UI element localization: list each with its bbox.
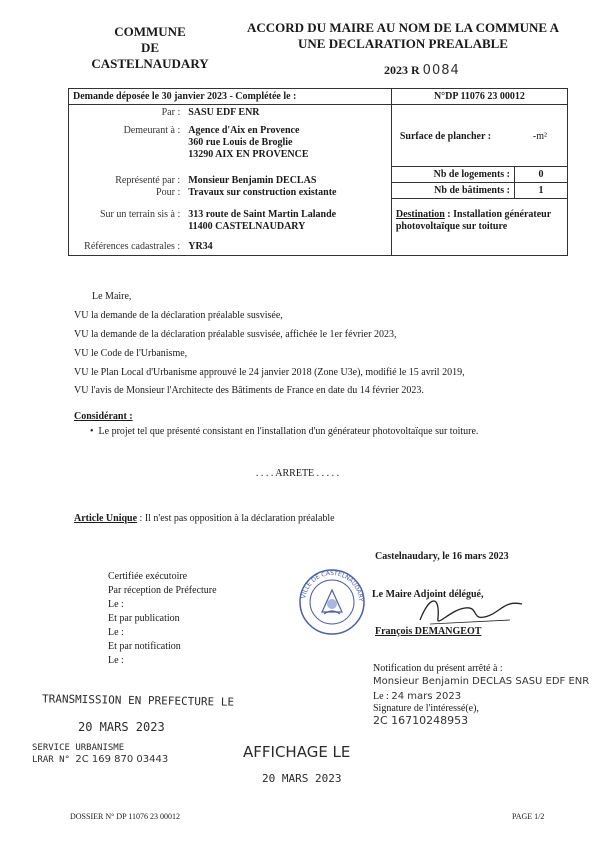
arrete-reference [384, 63, 460, 78]
pour-value: Travaux sur construction existante [188, 187, 337, 198]
notification-signature-number: 2C 16710248953 [373, 714, 469, 727]
cadastre-value: YR34 [188, 241, 213, 252]
certif-line-4: Et par publication [108, 613, 180, 624]
represente-label: Représenté par : [115, 175, 181, 186]
seal-text: VILLE DE CASTELNAUDARY [300, 569, 365, 602]
handwritten-signature-icon [410, 590, 530, 630]
surface-label: Surface de plancher : [399, 131, 492, 142]
vu-line-2: VU la demande de la déclaration préalable susvisée, affichée le 1er février 2023, [74, 329, 397, 340]
certif-line-5: Le : [108, 627, 124, 638]
certif-line-6: Et par notification [108, 641, 181, 652]
article-label: Article Unique [74, 513, 138, 524]
notification-line-3: Signature de l'intéressé(e), [373, 703, 479, 714]
logements-row [392, 166, 567, 183]
certif-line-1: Certifiée exécutoire [108, 571, 188, 582]
notification-date: 24 mars 2023 [391, 691, 462, 702]
notification-recipient: Monsieur Benjamin DECLAS SASU EDF ENR [373, 676, 590, 687]
affichage-stamp-date: 20 MARS 2023 [262, 772, 342, 785]
application-details-table [68, 88, 568, 256]
notification-line-1: Notification du présent arrêté à : [373, 663, 503, 674]
reference-printed: 2023 R [384, 63, 420, 77]
destination-block [392, 199, 567, 233]
notification-le-label: Le : [373, 691, 389, 702]
affichage-stamp-title: AFFICHAGE LE [243, 743, 351, 761]
pour-label: Pour : [156, 187, 181, 198]
considerant-heading: Considérant : [74, 411, 133, 422]
title-line-1: ACCORD DU MAIRE AU NOM DE LA COMMUNE A [247, 20, 559, 35]
commune-line-1: COMMUNE [114, 24, 186, 39]
transmission-stamp-date: 20 MARS 2023 [78, 720, 165, 734]
considerant-text: Le projet tel que présenté consistant en l'installation d'un générateur photovoltaïque sur toiture. [98, 426, 479, 437]
footer-dossier: DOSSIER N° DP 11076 23 00012 [70, 812, 180, 821]
commune-header [60, 24, 240, 72]
commune-line-2: DE [140, 40, 160, 55]
considerant-item [90, 425, 478, 438]
lrar-number: 2C 169 870 03443 [75, 754, 169, 765]
demeurant-line-1: Agence d'Aix en Provence [188, 125, 300, 136]
article-unique [74, 512, 335, 525]
demeurant-line-2: 360 rue Louis de Broglie [188, 137, 293, 148]
batiments-value: 1 [514, 183, 567, 198]
demeurant-label: Demeurant à : [123, 125, 181, 136]
svg-text:VILLE DE CASTELNAUDARY [300, 570, 364, 602]
terrain-label: Sur un terrain sis à : [99, 209, 181, 220]
vu-line-4: VU le Plan Local d'Urbanisme approuvé le 24 janvier 2018 (Zone U3e), modifié le 15 avril 2019, [74, 367, 465, 378]
lrar-label: LRAR N° [32, 755, 70, 765]
labels-column [69, 105, 185, 256]
dossier-number: N°DP 11076 23 00012 [433, 91, 525, 102]
arrete-heading: . . . . ARRETE . . . . . [255, 468, 340, 479]
certif-line-7: Le : [108, 655, 124, 666]
values-column [184, 105, 391, 256]
cadastre-label: Références cadastrales : [84, 241, 181, 252]
footer-page: PAGE 1/2 [512, 812, 545, 821]
certif-line-2: Par réception de Préfecture [108, 585, 217, 596]
logements-value: 0 [514, 167, 567, 182]
certification-block [108, 570, 217, 668]
demande-date: Demande déposée le 30 janvier 2023 - Complétée le : [73, 91, 297, 102]
document-title [238, 20, 568, 52]
batiments-row [392, 183, 567, 199]
le-maire: Le Maire, [92, 291, 132, 302]
reference-handwritten: 0084 [422, 63, 460, 78]
logements-label: Nb de logements : [433, 169, 510, 180]
transmission-stamp-title: TRANSMISSION EN PREFECTURE LE [41, 692, 235, 709]
bullet-icon: • [90, 426, 99, 437]
terrain-line-1: 313 route de Saint Martin Lalande [188, 209, 337, 220]
numero-cell [391, 89, 567, 105]
par-value: SASU EDF ENR [188, 107, 260, 118]
town-seal-icon [298, 568, 366, 636]
right-info-column [391, 105, 567, 256]
lrar-line [32, 754, 168, 765]
batiments-label: Nb de bâtiments : [434, 185, 510, 196]
service-urbanisme: SERVICE URBANISME [32, 743, 125, 753]
title-line-2: UNE DECLARATION PREALABLE [298, 36, 508, 51]
signatory-name: François DEMANGEOT [375, 626, 482, 637]
surface-row [392, 131, 567, 142]
destination-label: Destination [395, 209, 445, 220]
demeurant-line-3: 13290 AIX EN PROVENCE [188, 149, 309, 160]
represente-value: Monsieur Benjamin DECLAS [188, 175, 317, 186]
terrain-line-2: 11400 CASTELNAUDARY [188, 221, 306, 232]
surface-value: -m² [532, 131, 547, 142]
par-label: Par : [161, 107, 181, 118]
certif-line-3: Le : [108, 599, 124, 610]
date-place: Castelnaudary, le 16 mars 2023 [375, 551, 509, 562]
vu-line-5: VU l'avis de Monsieur l'Architecte des Bâtiments de France en date du 14 février 2023. [74, 385, 424, 396]
demande-cell [69, 89, 392, 105]
article-text: : Il n'est pas opposition à la déclaration préalable [137, 513, 335, 524]
signatory-title: Le Maire Adjoint délégué, [372, 589, 484, 600]
vu-line-1: VU la demande de la déclaration préalable susvisée, [74, 310, 283, 321]
vu-line-3: VU le Code de l'Urbanisme, [74, 348, 188, 359]
commune-line-3: CASTELNAUDARY [91, 56, 209, 71]
destination-value: : Installation générateur photovoltaïque sur toiture [395, 209, 551, 232]
